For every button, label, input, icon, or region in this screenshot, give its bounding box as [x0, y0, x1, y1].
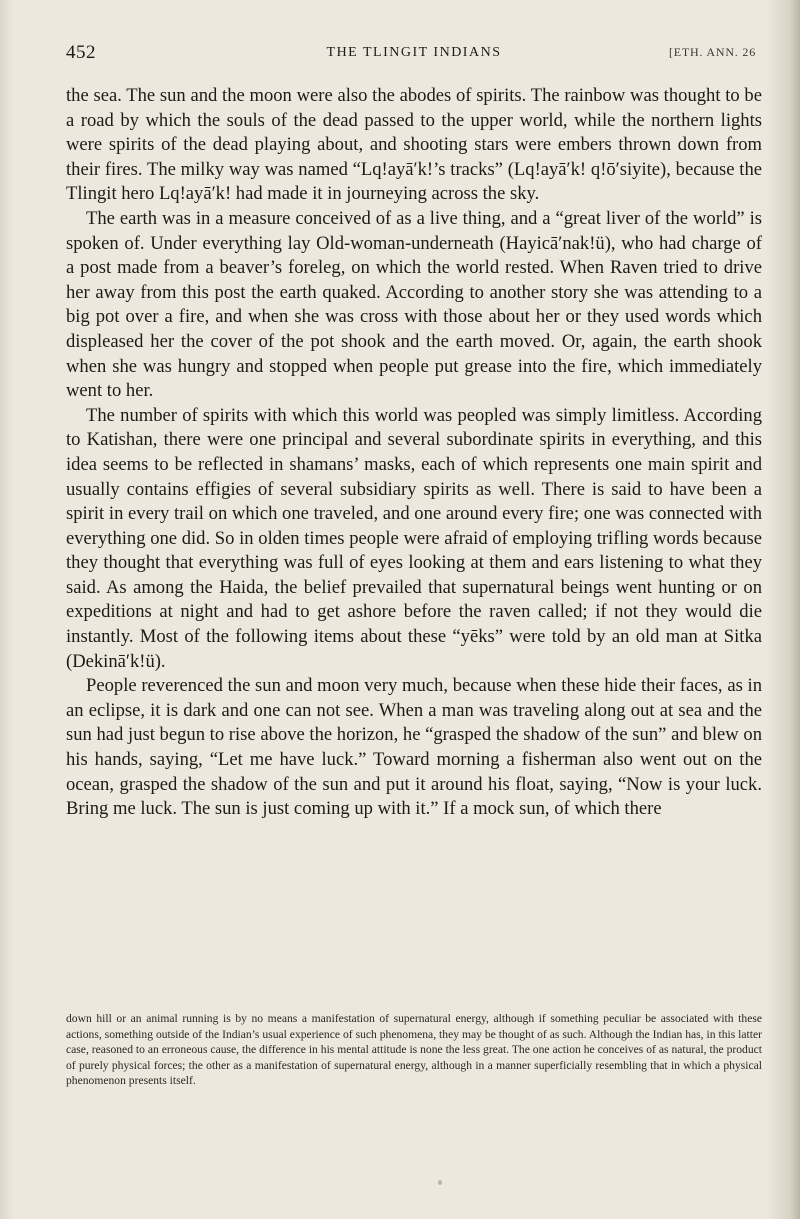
running-title: THE TLINGIT INDIANS	[326, 45, 502, 60]
footnote	[66, 1011, 762, 1089]
page-number: 452	[66, 42, 96, 63]
running-head	[66, 38, 762, 68]
paragraph-celestial-spirits: the sea. The sun and the moon were also the abodes of spirits. The rainbow was thought to be a road by which the souls of the dead passed to the upper world, while the northern lights were spirits of the dead playing about, and shooting stars were embers thrown down from their fires. The milky way was named “Lq!ayā′k!’s tracks” (Lq!ayā′k! q!ō′siyite), because the Tlingit hero Lq!ayā′k! had made it in journeying across the sky.	[66, 85, 762, 205]
body-text	[66, 84, 762, 822]
page-binding-shadow	[766, 0, 800, 1219]
paragraph-earth-beliefs: The earth was in a measure conceived of as a live thing, and a “great liver of the world” is spoken of. Under everything lay Old-woman-underneath (Hayicā′nak!ü), who had charge of a post made from a beaver’s foreleg, on which the world rested. When Raven tried to drive her away from this post the earth quaked. According to another story she was attending to a big pot over a fire, and when she was cross with those about her or they used words which displeased her the cover of the pot shook and the earth moved. Or, again, the earth shook when she was hungry and stopped when people put grease into the fire, which immediately went to her.	[66, 207, 762, 402]
paragraph-sun-and-moon: People reverenced the sun and moon very much, because when these hide their faces, as in an eclipse, it is dark and one can not see. When a man was traveling along out at sea and the sun had just begun to rise above the horizon, he “grasped the shadow of the sun” and blew on his hands, saying, “Let me have luck.” Toward morning a fisherman also went out on the ocean, grasped the shadow of the sun and put it around his float, saying, “Now is your luck. Bring me luck. The sun is just coming up with it.” If a mock sun, of which there	[66, 675, 762, 820]
paragraph-spirits-limitless: The number of spirits with which this world was peopled was simply limitless. According to Katishan, there were one principal and several subordinate spirits in everything, and this idea seems to be reflected in shamans’ masks, each of which represents one main spirit and usually contains effigies of several subsidiary spirits as well. There is said to have been a spirit in every trail on which one traveled, and one around every fire; one was connected with everything one did. So in olden times people were afraid of employing trifling words because they thought that everything was full of eyes looking at them and ears listening to what they said. As among the Haida, the belief prevailed that supernatural beings went hunting or on expeditions at night and had to get ashore before the raven called; if not they would die instantly. Most of the following items about these “yēks” were told by an old man at Sitka (Dekinā′k!ü).	[66, 404, 762, 672]
page-left-edge-shading	[0, 0, 14, 1219]
report-reference: [ETH. ANN. 26	[668, 45, 756, 59]
paper-speck	[438, 1180, 442, 1185]
footnote-text: down hill or an animal running is by no means a manifestation of supernatural energy, although if something peculiar be associated with these actions, something outside of the Indian’s usual experience of such phenomena, they may be thought of as such. Although the Indian has, in this latter case, reasoned to an erroneous cause, the difference in his mental attitude is none the less great. The one action he conceives of as natural, the product of purely physical forces; the other as a manifestation of supernatural energy, although in a manner superficially resembling that in which a physical phenomenon presents itself.	[66, 1012, 762, 1088]
